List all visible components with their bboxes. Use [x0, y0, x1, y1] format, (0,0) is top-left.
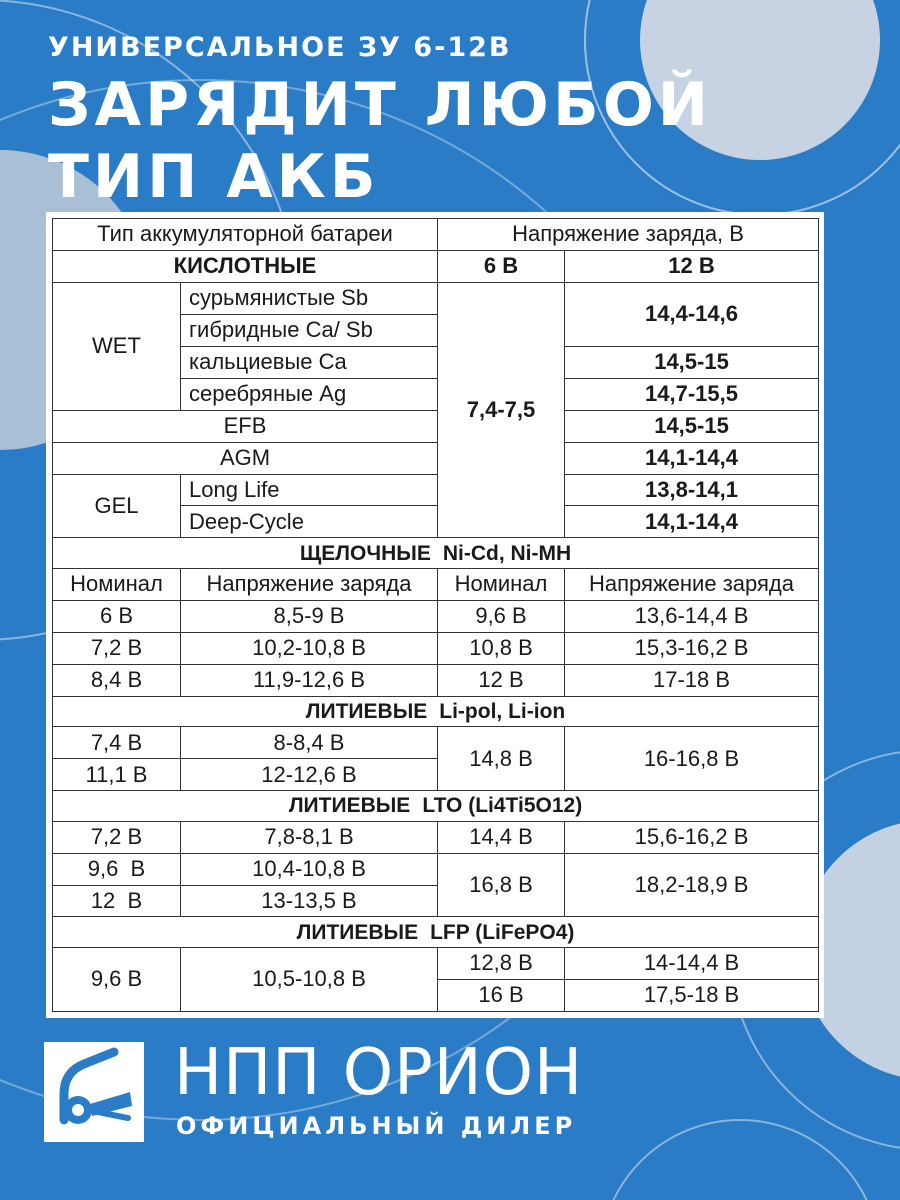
lto-chem: LTO (Li4Ti5O12): [422, 794, 583, 818]
lithium-title: ЛИТИЕВЫЕ: [305, 699, 428, 723]
table-row: [53, 442, 819, 474]
cell: 15,3-16,2 В: [565, 632, 819, 664]
deep-cycle-12v-value: 14,1-14,4: [565, 506, 819, 538]
deep-cycle-label: Deep-Cycle: [181, 506, 438, 538]
alkaline-head-row: [53, 568, 819, 600]
cell: 11,9-12,6 В: [181, 664, 438, 696]
cell: 17,5-18 В: [565, 979, 819, 1011]
alkaline-head-volt-2: Напряжение заряда: [565, 568, 819, 600]
cell: 8,4 В: [53, 664, 181, 696]
lto-title-row: [53, 791, 819, 822]
lithium-section-title: [53, 696, 819, 727]
cell: 12-12,6 В: [181, 759, 438, 791]
brand-tagline: ОФИЦИАЛЬНЫЙ ДИЛЕР: [176, 1112, 577, 1140]
acid-12v-header: 12 В: [565, 250, 819, 282]
cell: 9,6 В: [53, 853, 181, 885]
table-row: [53, 821, 819, 853]
head-type: Тип аккумуляторной батареи: [53, 219, 438, 251]
table-row: [53, 632, 819, 664]
table-row: [53, 664, 819, 696]
ag-label: серебряные Ag: [181, 378, 438, 410]
cell: 10,4-10,8 В: [181, 853, 438, 885]
sb-label: сурьмянистые Sb: [181, 282, 438, 314]
cell: 10,2-10,8 В: [181, 632, 438, 664]
header-subtitle: УНИВЕРСАЛЬНОЕ ЗУ 6-12В: [48, 32, 512, 63]
efb-label: EFB: [53, 410, 438, 442]
header-title-line2: ТИП АКБ: [48, 142, 380, 212]
ca-label: кальциевые Ca: [181, 346, 438, 378]
cell: 11,1 В: [53, 759, 181, 791]
cell: 14,8 В: [438, 727, 565, 791]
cell: 8-8,4 В: [181, 727, 438, 759]
cell: 16-16,8 В: [565, 727, 819, 791]
cell: 13,6-14,4 В: [565, 600, 819, 632]
cell: 7,4 В: [53, 727, 181, 759]
alkaline-head-nom-2: Номинал: [438, 568, 565, 600]
lithium-title-row: [53, 696, 819, 727]
table-row: [53, 474, 819, 506]
cell: 10,8 В: [438, 632, 565, 664]
lfp-title: ЛИТИЕВЫЕ: [296, 920, 419, 944]
cell: 17-18 В: [565, 664, 819, 696]
sb-12v-value: 14,4-14,6: [565, 282, 819, 346]
cell: 14,4 В: [438, 821, 565, 853]
table-row: [53, 727, 819, 759]
cell: 7,2 В: [53, 821, 181, 853]
acid-6v-header: 6 В: [438, 250, 565, 282]
cell: 10,5-10,8 В: [181, 948, 438, 1012]
lto-title: ЛИТИЕВЫЕ: [288, 794, 411, 818]
cell: 9,6 В: [53, 948, 181, 1012]
acid-6v-value: 7,4-7,5: [438, 282, 565, 538]
cell: 12 В: [53, 885, 181, 917]
brand-name: НПП ОРИОН: [174, 1036, 584, 1110]
cell: 7,8-8,1 В: [181, 821, 438, 853]
long-life-12v-value: 13,8-14,1: [565, 474, 819, 506]
alkaline-section-title: [53, 538, 819, 569]
cell: 14-14,4 В: [565, 948, 819, 980]
lithium-chem: Li-pol, Li-ion: [439, 699, 566, 723]
head-voltage: Напряжение заряда, В: [438, 219, 819, 251]
gel-label: GEL: [53, 474, 181, 538]
header-title-line1: ЗАРЯДИТ ЛЮБОЙ: [48, 70, 712, 140]
table-row: [53, 410, 819, 442]
cell: 18,2-18,9 В: [565, 853, 819, 917]
ag-12v-value: 14,7-15,5: [565, 378, 819, 410]
wet-label: WET: [53, 282, 181, 410]
cell: 15,6-16,2 В: [565, 821, 819, 853]
acid-title: КИСЛОТНЫЕ: [53, 250, 438, 282]
cell: 12,8 В: [438, 948, 565, 980]
orion-logo-icon: [44, 1042, 144, 1142]
agm-12v-value: 14,1-14,4: [565, 442, 819, 474]
long-life-label: Long Life: [181, 474, 438, 506]
cell: 16,8 В: [438, 853, 565, 917]
alkaline-chem: Ni-Cd, Ni-MH: [442, 541, 572, 565]
table-head-row: [53, 219, 819, 251]
alkaline-head-nom: Номинал: [53, 568, 181, 600]
charge-voltage-table: [46, 212, 824, 1018]
header: [48, 30, 712, 210]
alkaline-title: ЩЕЛОЧНЫЕ: [299, 541, 431, 565]
table-row: [53, 600, 819, 632]
table-row: [53, 948, 819, 980]
lfp-title-row: [53, 917, 819, 948]
cell: 8,5-9 В: [181, 600, 438, 632]
brand-block: [44, 1036, 844, 1150]
cell: 6 В: [53, 600, 181, 632]
cell: 16 В: [438, 979, 565, 1011]
efb-12v-value: 14,5-15: [565, 410, 819, 442]
lfp-section-title: [53, 917, 819, 948]
ca-sb-label: гибридные Ca/ Sb: [181, 314, 438, 346]
lto-section-title: [53, 791, 819, 822]
cell: 9,6 В: [438, 600, 565, 632]
acid-title-row: [53, 250, 819, 282]
lfp-chem: LFP (LiFePO4): [430, 920, 575, 944]
table-row: [53, 853, 819, 885]
agm-label: AGM: [53, 442, 438, 474]
cell: 13-13,5 В: [181, 885, 438, 917]
cell: 7,2 В: [53, 632, 181, 664]
table-row: [53, 282, 819, 314]
cell: 12 В: [438, 664, 565, 696]
alkaline-head-volt: Напряжение заряда: [181, 568, 438, 600]
ca-12v-value: 14,5-15: [565, 346, 819, 378]
alkaline-title-row: [53, 538, 819, 569]
